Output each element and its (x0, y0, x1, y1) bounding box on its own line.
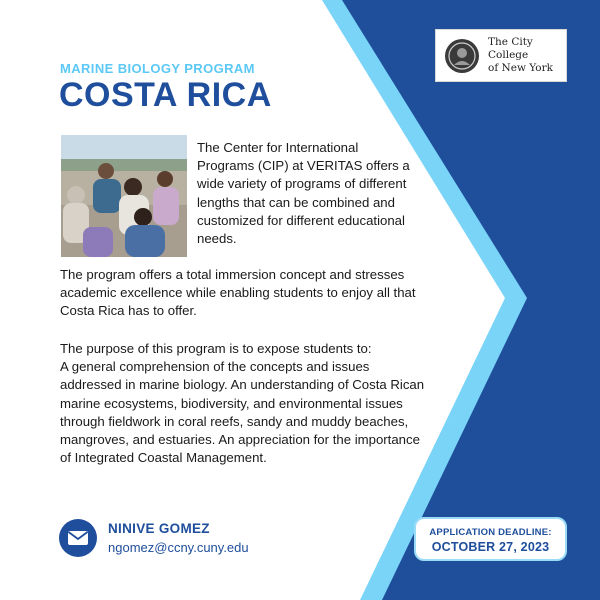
contact-email-link[interactable]: ngomez@ccny.cuny.edu (108, 540, 249, 555)
logo-text (488, 36, 566, 75)
deadline-date: OCTOBER 27, 2023 (431, 540, 550, 554)
ccny-logo (435, 29, 567, 82)
program-subtitle: MARINE BIOLOGY PROGRAM (60, 61, 255, 76)
intro-paragraph: The Center for International Programs (CIP) at VERITAS offers a wide variety of programs of different lengths that can be combined and customized for different educational needs. (197, 140, 410, 247)
program-title: COSTA RICA (59, 76, 272, 114)
logo-line-1: The City College (488, 36, 533, 61)
logo-line-2: of New York (488, 62, 553, 74)
students-on-beach-photo (61, 135, 187, 257)
immersion-paragraph: The program offers a total immersion concept and stresses academic excellence while enabling students to enjoy all that Costa Rica has to offer. (60, 267, 416, 319)
deadline-label: APPLICATION DEADLINE: (429, 527, 552, 538)
contact-name: NINIVE GOMEZ (108, 521, 210, 536)
purpose-paragraph: The purpose of this program is to expose students to: A general comprehension of the concepts and issues addressed in marine biology. An understanding of Costa Rican marine ecosystems, biodiversity, and environmental issues through fieldwork in coral reefs, sandy and muddy beaches, mangroves, and estuaries. An appreciation for the importance of Integrated Coastal Management. (60, 341, 425, 466)
deadline-badge (414, 517, 567, 561)
mail-icon (59, 519, 97, 557)
ccny-seal-icon (444, 38, 480, 74)
